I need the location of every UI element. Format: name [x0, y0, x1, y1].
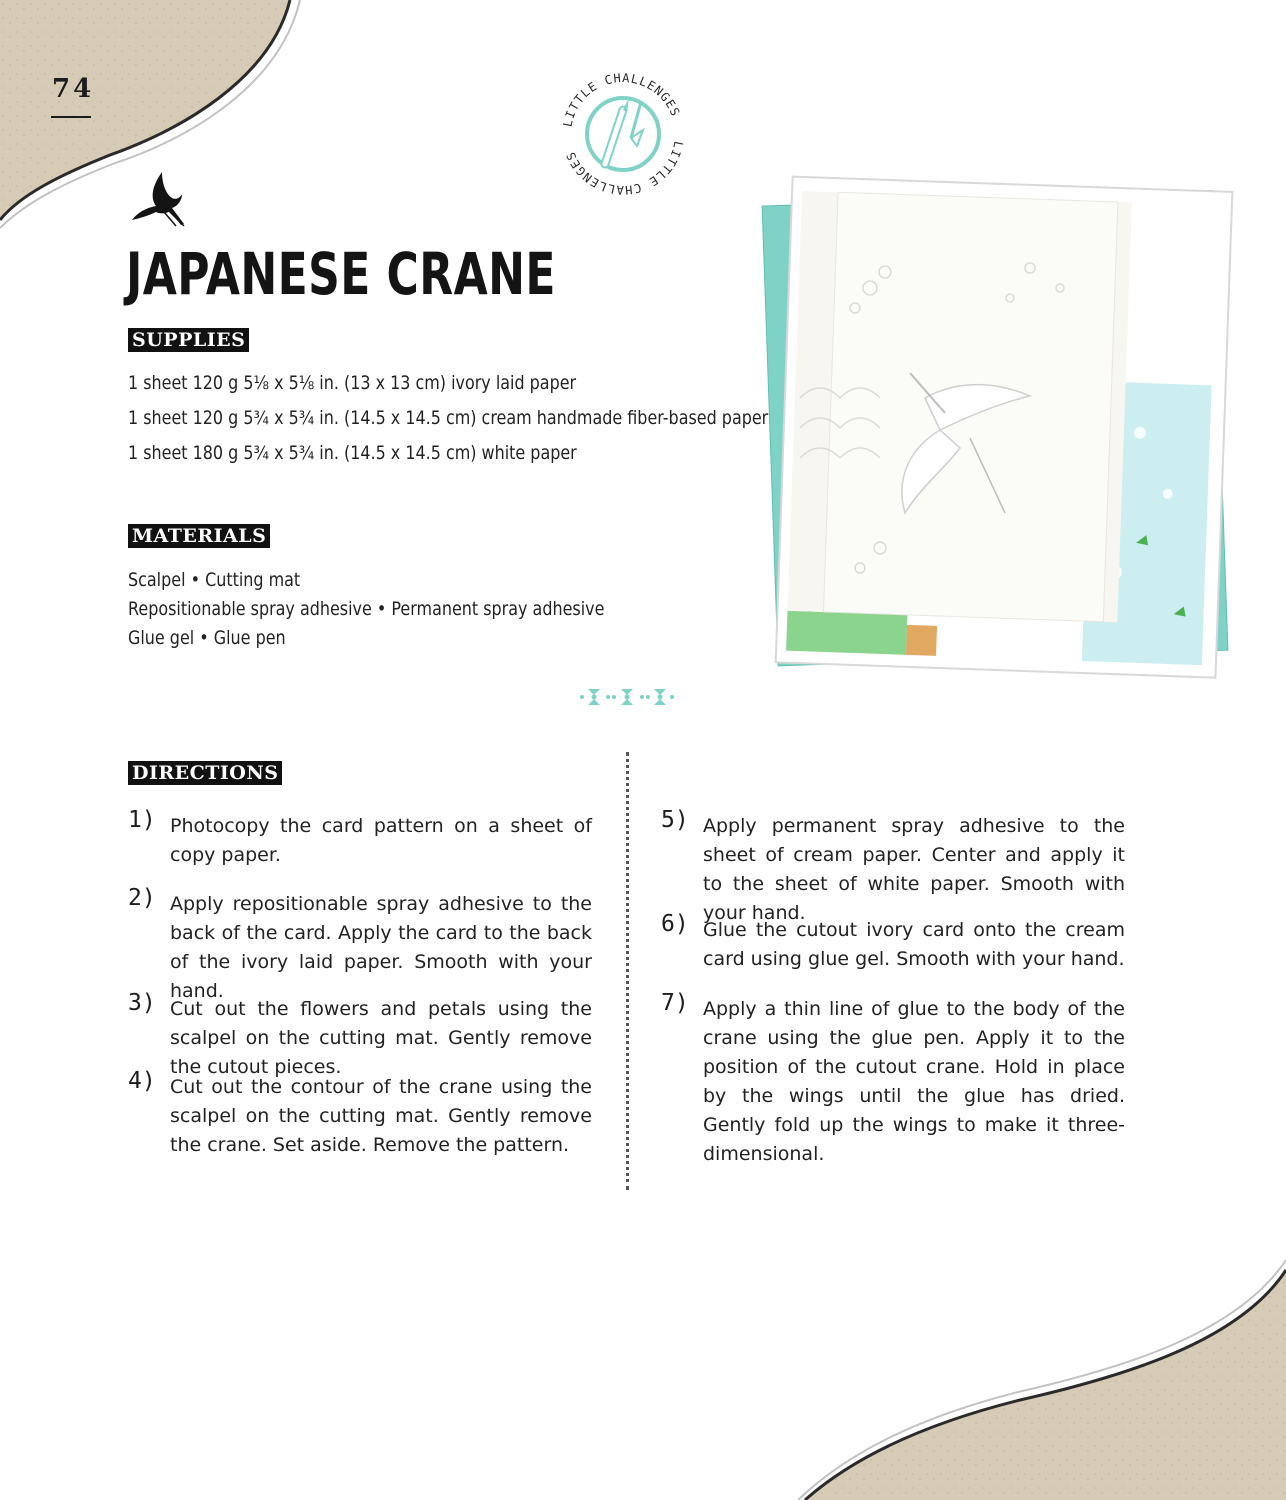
direction-step: [128, 885, 592, 1006]
step-number: 5): [661, 807, 689, 833]
material-item: Glue gel • Glue pen: [128, 627, 286, 649]
badge-text-repeat: LITTLE CHALLENGES: [563, 139, 686, 198]
step-text: Apply repositionable spray adhesive to the back of the card. Apply the card to the back of the ivory laid paper. Smooth with your hand.: [170, 893, 592, 1002]
step-number: 2): [128, 885, 156, 911]
materials-heading: MATERIALS: [128, 524, 270, 548]
step-text: Apply a thin line of glue to the body of the crane using the glue pen. Apply it to the position of the cutout crane. Hold in place by the wings until the glue has dried. Gently fold up the wings to make it three-dimensional.: [703, 998, 1125, 1165]
material-item: Repositionable spray adhesive • Permanent spray adhesive: [128, 598, 605, 620]
crane-icon: [126, 168, 186, 228]
step-number: 4): [128, 1068, 156, 1094]
page-number-rule: [51, 116, 91, 118]
direction-step: [661, 911, 1125, 974]
step-number: 6): [661, 911, 689, 937]
page-number: 74: [52, 74, 95, 104]
little-challenges-badge: [557, 68, 689, 200]
step-text: Apply permanent spray adhesive to the sheet of cream paper. Center and apply it to the sheet of white paper. Smooth with your hand.: [703, 815, 1125, 924]
direction-step: [661, 990, 1125, 1169]
direction-step: [128, 807, 592, 870]
badge-text: LITTLE CHALLENGES: [560, 70, 683, 129]
supplies-heading: SUPPLIES: [128, 328, 249, 352]
direction-step: [661, 807, 1125, 928]
ornament-icon: [578, 681, 676, 713]
step-number: 3): [128, 990, 156, 1016]
step-text: Photocopy the card pattern on a sheet of copy paper.: [170, 815, 592, 866]
column-divider: [626, 752, 629, 1190]
direction-step: [128, 1068, 592, 1160]
material-item: Scalpel • Cutting mat: [128, 569, 301, 591]
step-number: 7): [661, 990, 689, 1016]
supply-item: 1 sheet 120 g 5⅛ x 5⅛ in. (13 x 13 cm) ivory laid paper: [128, 372, 577, 394]
step-number: 1): [128, 807, 156, 833]
step-text: Glue the cutout ivory card onto the cream card using glue gel. Smooth with your hand.: [703, 919, 1125, 970]
materials-list: [128, 566, 695, 653]
directions-heading: DIRECTIONS: [128, 761, 282, 785]
step-text: Cut out the contour of the crane using the scalpel on the cutting mat. Gently remove the crane. Set aside. Remove the pattern.: [170, 1076, 592, 1156]
page-title: JAPANESE CRANE: [126, 240, 556, 308]
supply-item: 1 sheet 120 g 5¾ x 5¾ in. (14.5 x 14.5 cm) cream handmade fiber-based paper: [128, 407, 769, 429]
scalpel-icon: [605, 98, 643, 164]
direction-step: [128, 990, 592, 1082]
supply-item: 1 sheet 180 g 5¾ x 5¾ in. (14.5 x 14.5 cm) white paper: [128, 442, 577, 464]
step-text: Cut out the flowers and petals using the scalpel on the cutting mat. Gently remove the cutout pieces.: [170, 998, 592, 1078]
crane-card-photo: [760, 168, 1240, 688]
